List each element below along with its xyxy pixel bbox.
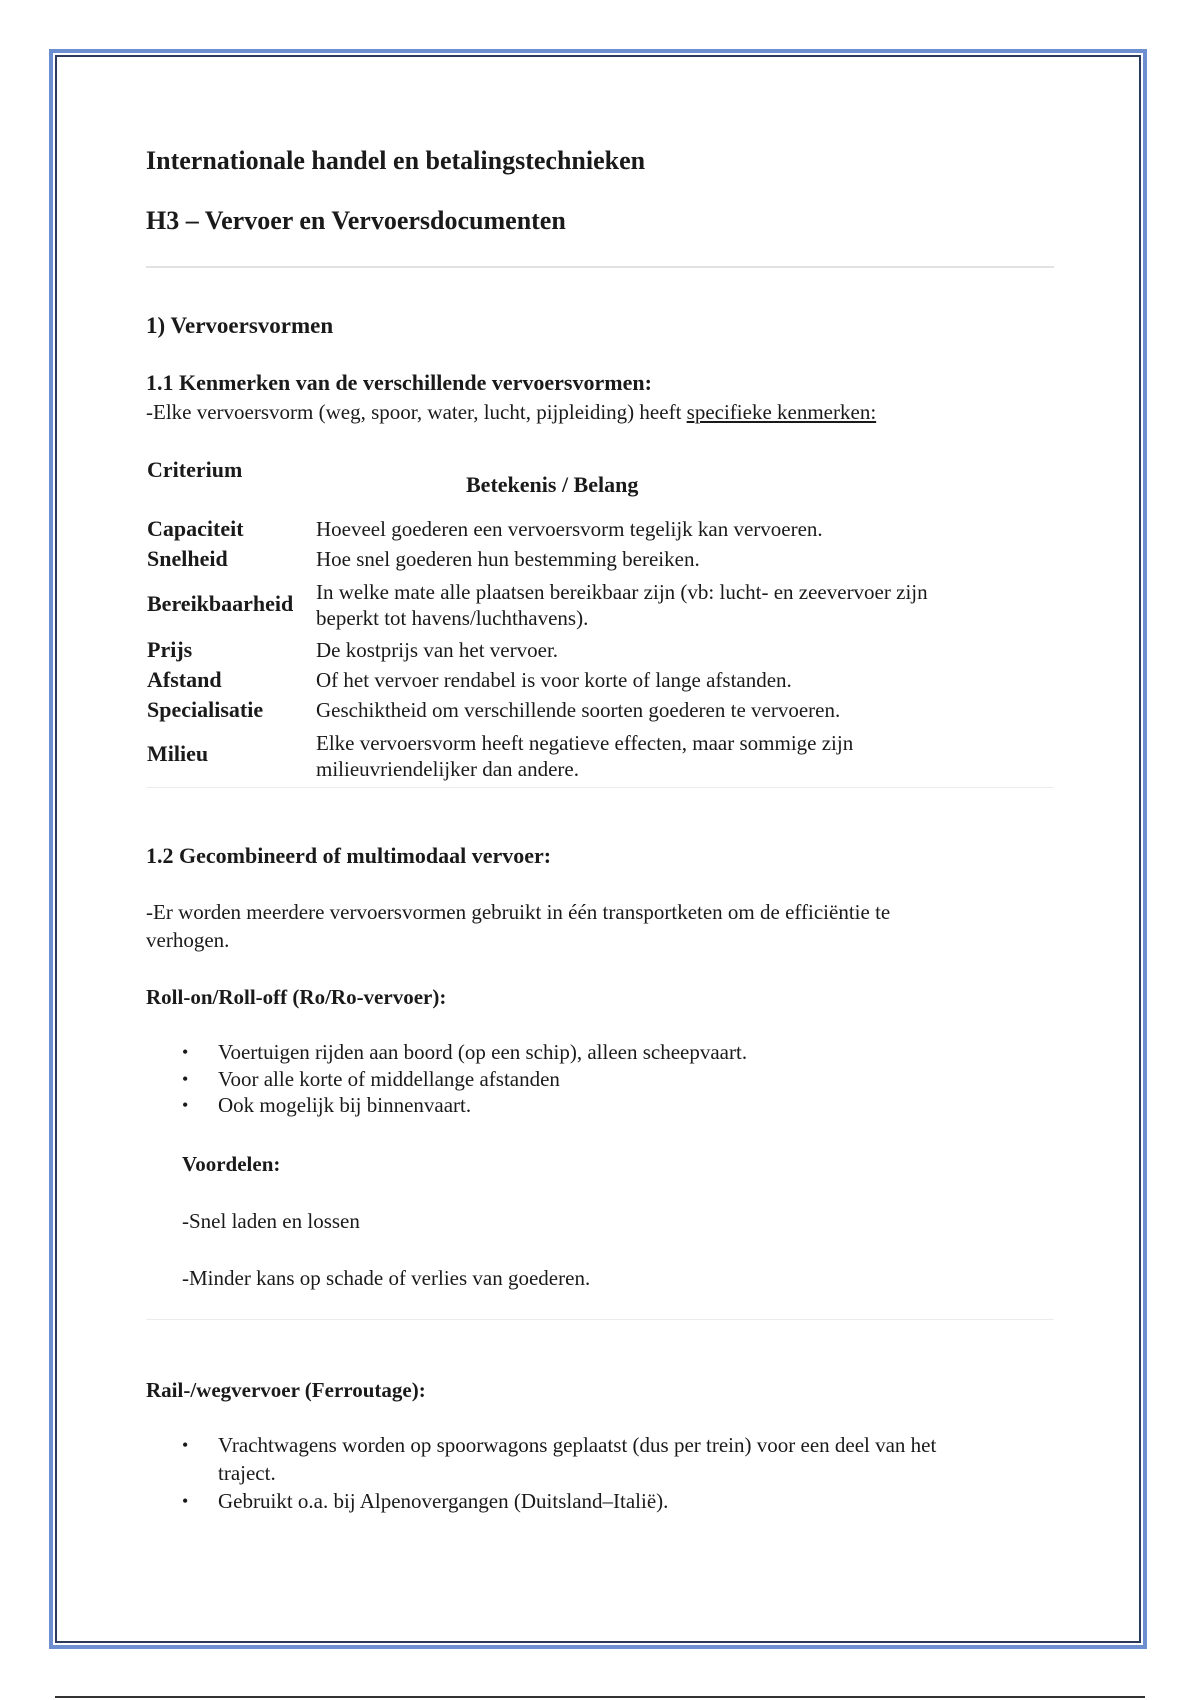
bottom-rule	[55, 1696, 1145, 1698]
table-row-criterium: Snelheid	[147, 546, 228, 571]
table-row-betekenis: De kostprijs van het vervoer.	[316, 638, 559, 662]
chapter-title: H3 – Vervoer en Vervoersdocumenten	[146, 206, 566, 235]
intro-text: -Elke vervoersvorm (weg, spoor, water, lucht, pijpleiding) heeft	[146, 400, 687, 424]
table-row-criterium: Afstand	[147, 667, 222, 692]
table-row-betekenis: Elke vervoersvorm heeft negatieve effecten, maar sommige zijn	[316, 731, 854, 755]
table-row-betekenis: Hoe snel goederen hun bestemming bereiken.	[316, 547, 700, 571]
divider	[146, 1319, 1054, 1320]
table-row-criterium: Specialisatie	[147, 697, 264, 722]
voordelen-heading: Voordelen:	[182, 1152, 281, 1176]
table-row-criterium: Prijs	[147, 637, 193, 662]
paragraph-line: -Er worden meerdere vervoersvormen gebruikt in één transportketen om de efficiëntie te	[146, 900, 891, 924]
list-item: Voertuigen rijden aan boord (op een schip), alleen scheepvaart.	[218, 1040, 748, 1064]
subsection-heading: 1.1 Kenmerken van de verschillende vervoersvormen:	[146, 370, 652, 395]
bullet-icon: •	[182, 1042, 189, 1062]
bullet-icon: •	[182, 1491, 189, 1511]
voordeel-item: -Snel laden en lossen	[182, 1209, 360, 1233]
paragraph-line: verhogen.	[146, 928, 230, 952]
table-row-criterium: Bereikbaarheid	[147, 591, 294, 616]
list-item: Ook mogelijk bij binnenvaart.	[218, 1093, 472, 1117]
list-item: Voor alle korte of middellange afstanden	[218, 1067, 560, 1091]
table-row-betekenis: In welke mate alle plaatsen bereikbaar zijn (vb: lucht- en zeevervoer zijn	[316, 580, 928, 604]
divider	[146, 266, 1054, 268]
table-row-betekenis: beperkt tot havens/luchthavens).	[316, 606, 589, 630]
table-row-betekenis: Hoeveel goederen een vervoersvorm tegelijk kan vervoeren.	[316, 517, 823, 541]
section-heading: 1) Vervoersvormen	[146, 313, 334, 338]
document-title: Internationale handel en betalingstechnieken	[146, 146, 646, 175]
subsection-intro	[146, 400, 876, 425]
ferroutage-heading: Rail-/wegvervoer (Ferroutage):	[146, 1378, 426, 1402]
table-row-criterium: Capaciteit	[147, 516, 244, 541]
list-item: Vrachtwagens worden op spoorwagons geplaatst (dus per trein) voor een deel van het	[218, 1433, 937, 1457]
table-row-criterium: Milieu	[147, 741, 209, 766]
list-item: Gebruikt o.a. bij Alpenovergangen (Duitsland–Italië).	[218, 1489, 669, 1513]
table-header-betekenis: Betekenis / Belang	[466, 472, 639, 497]
bullet-icon: •	[182, 1095, 189, 1115]
subsection-heading: 1.2 Gecombineerd of multimodaal vervoer:	[146, 843, 552, 868]
table-header-criterium: Criterium	[147, 457, 243, 482]
table-row-betekenis: Of het vervoer rendabel is voor korte of lange afstanden.	[316, 668, 792, 692]
bullet-icon: •	[182, 1069, 189, 1089]
intro-underlined: specifieke kenmerken:	[686, 400, 877, 424]
list-item-continuation: traject.	[218, 1461, 276, 1485]
table-row-betekenis: Geschiktheid om verschillende soorten goederen te vervoeren.	[316, 698, 841, 722]
voordeel-item: -Minder kans op schade of verlies van goederen.	[182, 1266, 591, 1290]
divider	[146, 787, 1054, 788]
table-row-betekenis: milieuvriendelijker dan andere.	[316, 757, 579, 781]
roro-heading: Roll-on/Roll-off (Ro/Ro-vervoer):	[146, 985, 447, 1009]
bullet-icon: •	[182, 1435, 189, 1455]
